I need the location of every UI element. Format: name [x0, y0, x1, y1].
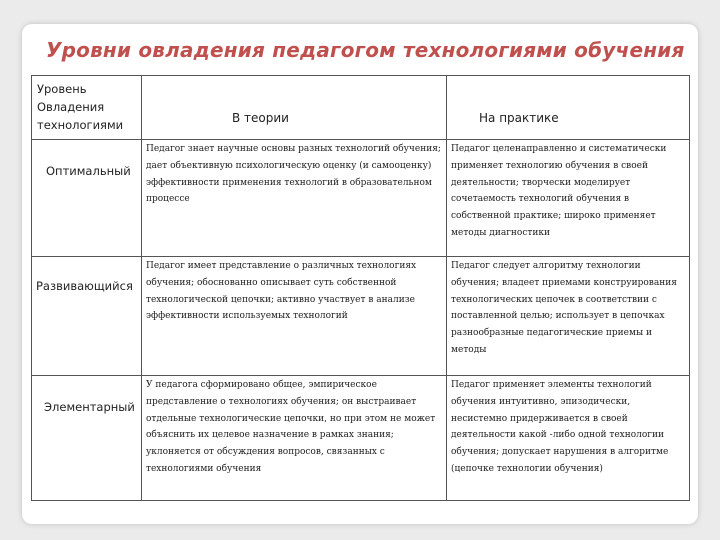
theory-optimal: Педагог знает научные основы разных технологий обучения; дает объективную психологическую оценку (и самооценку) эффективности применения технологий в образовательном процессе — [142, 140, 447, 257]
theory-elementary: У педагога сформировано общее, эмпирическое представление о технологиях обучения; он выстраивает отдельные технологические цепочки, но при этом не может объяснить их целевое назначение в рамках знания; уклоняется от обсуждения вопросов, связанных с технологиями обучения — [142, 376, 447, 501]
slide-title: Уровни овладения педагогом технологиями обучения — [46, 38, 685, 62]
header-level-line2: Овладения — [37, 100, 105, 114]
level-elementary: Элементарный — [32, 376, 142, 501]
header-level-line3: технологиями — [37, 118, 124, 132]
table-row — [32, 376, 690, 501]
levels-table — [31, 75, 690, 501]
table-row — [32, 257, 690, 376]
table-row — [32, 140, 690, 257]
header-theory: В теории — [142, 76, 447, 140]
header-level-line1: Уровень — [37, 82, 87, 96]
header-level-cell — [32, 76, 142, 140]
practice-optimal: Педагог целенаправленно и систематически применяет технологию обучения в своей деятельности; творчески моделирует сочетаемость технологий обучения в собственной практике; широко применяет методы диагностики — [447, 140, 690, 257]
level-developing: Развивающийся — [32, 257, 142, 376]
theory-developing: Педагог имеет представление о различных технологиях обучения; обоснованно описывает суть собственной технологической цепочки; активно участвует в анализе эффективности используемых технологий — [142, 257, 447, 376]
header-practice: На практике — [447, 76, 690, 140]
table-header-row — [32, 76, 690, 140]
practice-elementary: Педагог применяет элементы технологий обучения интуитивно, эпизодически, несистемно придерживается в своей деятельности какой -либо одной технологии обучения; допускает нарушения в алгоритме (цепочке технологии обучения) — [447, 376, 690, 501]
level-optimal: Оптимальный — [32, 140, 142, 257]
practice-developing: Педагог следует алгоритму технологии обучения; владеет приемами конструирования технологических цепочек в соответствии с поставленной целью; использует в цепочках разнообразные педагогические приемы и методы — [447, 257, 690, 376]
